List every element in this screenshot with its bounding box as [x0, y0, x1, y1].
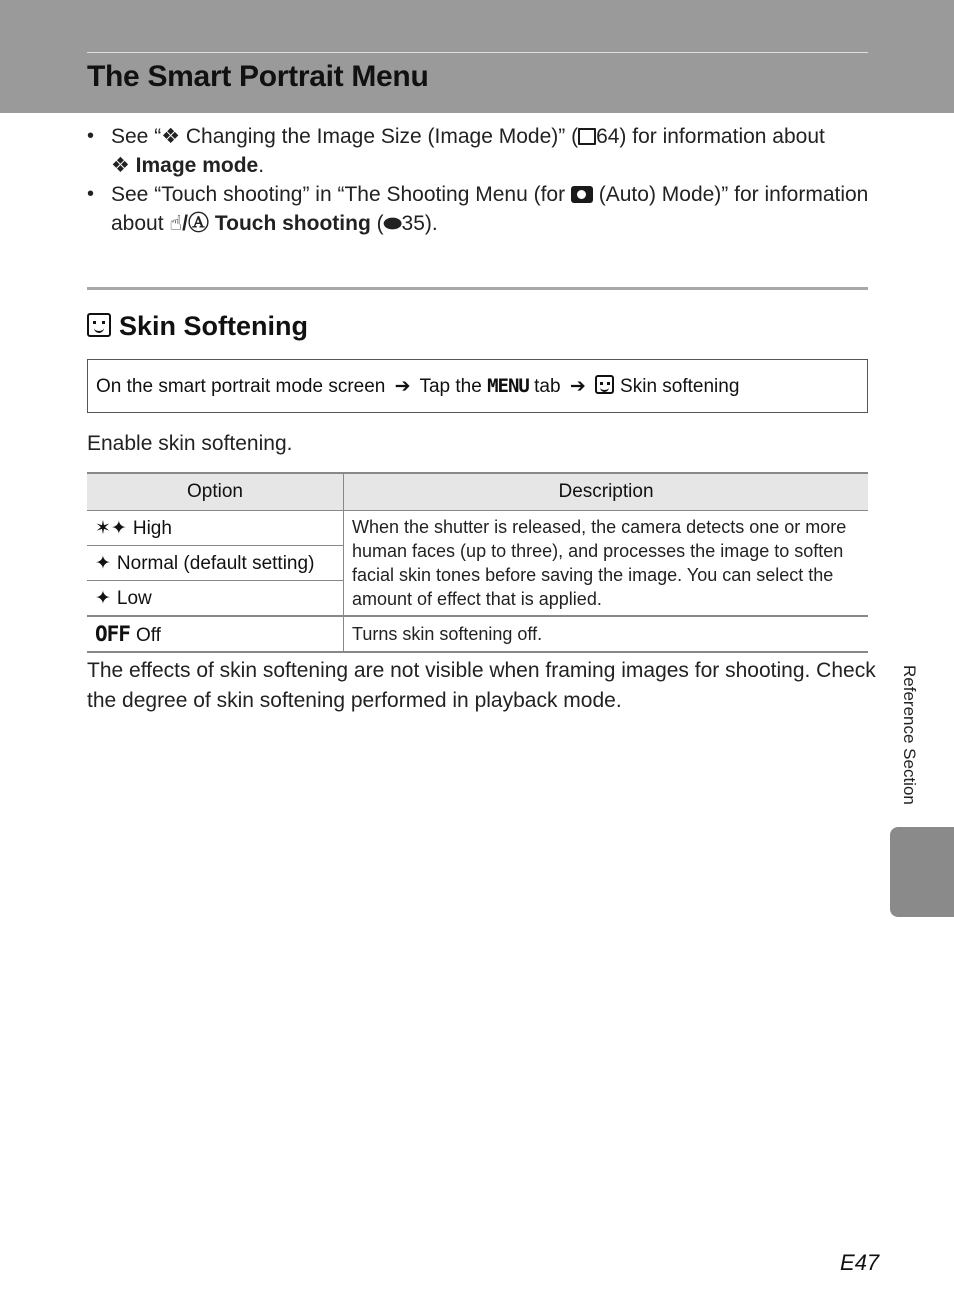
description-cell: When the shutter is released, the camera detects one or more human faces (up to three), and processes the image to soften facial skin tones before saving the image. You can select the amount of effect that is applied.: [344, 511, 869, 617]
page-title: The Smart Portrait Menu: [87, 60, 429, 93]
bullet-text: Changing the Image Size (Image Mode)” (: [180, 125, 579, 148]
touch-shooting-icon: ☝/Ⓐ: [169, 212, 210, 235]
bullet-image-mode: [87, 122, 877, 180]
header-band: [0, 0, 954, 113]
note-text: The effects of skin softening are not visible when framing images for shooting. Check the degree of skin softening performed in playback mode.: [87, 659, 876, 712]
bullet-text: ).: [424, 212, 438, 235]
bold-term: Image mode: [135, 154, 259, 177]
page-number: [840, 1250, 879, 1276]
column-header-option: Option: [87, 473, 344, 511]
description-cell: Turns skin softening off.: [344, 616, 869, 652]
table-header-row: [87, 473, 868, 511]
option-label: Normal (default setting): [116, 552, 315, 574]
options-table: [87, 472, 868, 653]
bullet-text: ) for information about: [619, 125, 825, 148]
bullet-touch-shooting: [87, 180, 877, 238]
intro-text: Enable skin softening.: [87, 432, 293, 455]
option-cell: [87, 511, 344, 546]
bullet-text: .: [258, 154, 265, 177]
off-icon: OFF: [95, 621, 130, 646]
option-cell: [87, 581, 344, 617]
table-row: [87, 616, 868, 652]
camera-icon: [571, 186, 593, 203]
sparkle-low-icon: ✦: [95, 587, 111, 609]
reference-section-icon: E: [840, 1250, 855, 1275]
bullet-list: [87, 122, 877, 238]
skin-softening-icon: [87, 313, 111, 337]
bullet-text: (: [370, 212, 384, 235]
option-label: Low: [116, 587, 152, 609]
nav-step: tab: [534, 376, 561, 397]
image-mode-icon: ❖: [161, 125, 181, 148]
side-section-tab: [890, 827, 954, 917]
bullet-text: See “Touch shooting” in “The Shooting Menu (for: [111, 183, 571, 206]
sparkle-normal-icon: ✦: [95, 552, 111, 574]
sparkle-high-icon: ✶✦: [95, 517, 127, 539]
side-section-label: Reference Section: [900, 665, 919, 805]
bold-term: Touch shooting: [214, 212, 371, 235]
option-label: High: [132, 517, 172, 539]
book-reference-icon: [578, 128, 596, 145]
page-reference: 35: [401, 212, 425, 235]
skin-softening-icon: [595, 375, 614, 394]
header-rule: [87, 52, 868, 53]
page-reference: 64: [596, 125, 620, 148]
section-title: Skin Softening: [119, 311, 308, 341]
navigation-path-box: [87, 359, 868, 413]
image-mode-icon: ❖: [111, 154, 130, 177]
menu-icon: MENU: [487, 375, 529, 397]
bullet-text: (Auto) Mode)” for information about: [111, 183, 869, 235]
nav-step: Tap the: [419, 376, 482, 397]
nav-step: Skin softening: [620, 376, 740, 397]
option-cell: [87, 616, 344, 652]
bullet-text: See “: [111, 125, 162, 148]
reference-section-icon: ⬬: [383, 212, 402, 235]
arrow-right-icon: ➔: [394, 376, 411, 397]
nav-step: On the smart portrait mode screen: [96, 376, 386, 397]
arrow-right-icon: ➔: [569, 376, 586, 397]
page-number-value: 47: [854, 1250, 880, 1275]
section-rule: [87, 287, 868, 290]
section-heading: [87, 311, 308, 342]
option-cell: [87, 546, 344, 581]
table-row: [87, 511, 868, 546]
option-label: Off: [135, 624, 161, 646]
column-header-description: Description: [344, 473, 869, 511]
